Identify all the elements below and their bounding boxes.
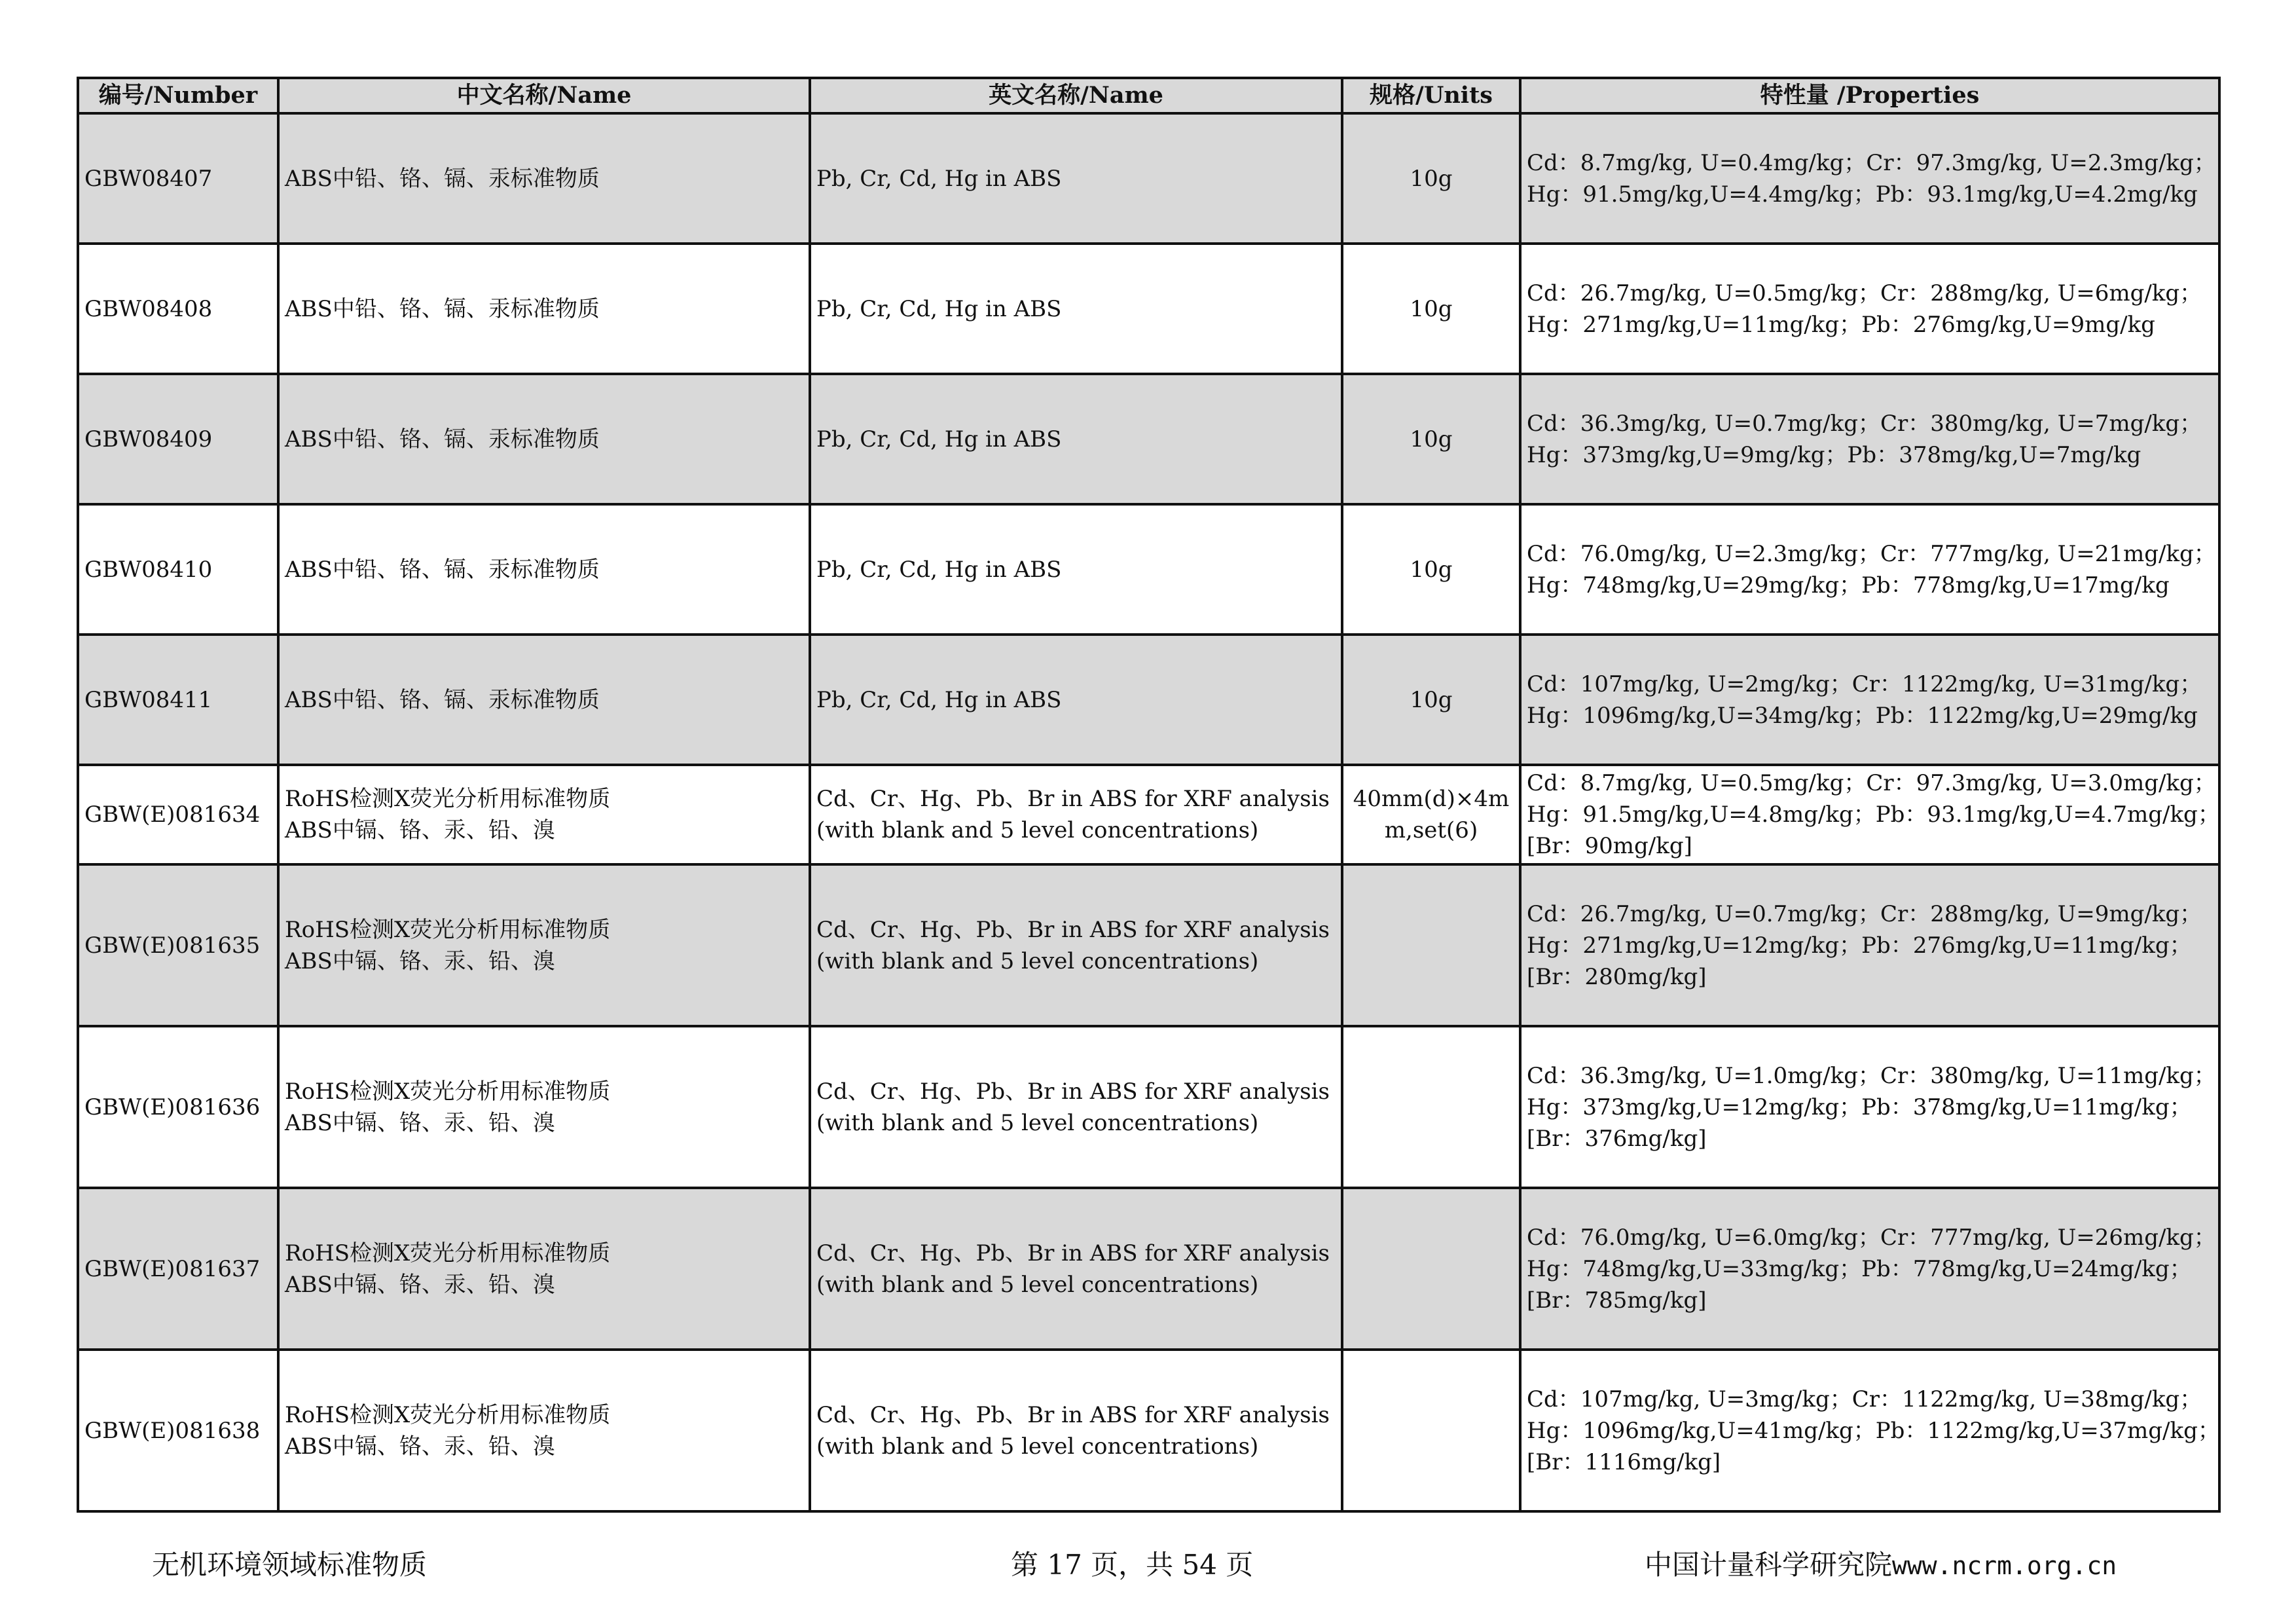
cell-cn-name-line: ABS中铅、铬、镉、汞标准物质 [285,165,600,192]
cell-number [78,244,278,374]
cell-cn-name-line: ABS中铅、铬、镉、汞标准物质 [285,295,600,322]
cell-en-name [810,374,1342,504]
cell-properties [1520,244,2219,374]
table-row [78,113,2219,244]
cell-en-name [810,1188,1342,1350]
cell-properties-line: [Br：785mg/kg] [1527,1287,1707,1314]
cell-cn-name-line: RoHS检测X荧光分析用标准物质 [285,1401,611,1428]
cell-cn-name-line: RoHS检测X荧光分析用标准物质 [285,1078,611,1105]
cell-properties-line: Hg：91.5mg/kg,U=4.4mg/kg；Pb：93.1mg/kg,U=4.2mg/kg [1527,181,2198,208]
cell-cn-name-line: ABS中镉、铬、汞、铅、溴 [285,948,555,974]
cell-cn-name-line: ABS中镉、铬、汞、铅、溴 [285,1109,555,1136]
footer-category: 无机环境领域标准物质 [152,1549,428,1581]
cell-units [1342,504,1520,635]
footer-org-name: 中国计量科学研究院 [1645,1549,1893,1581]
table-row [78,244,2219,374]
cell-properties-line: Cd：8.7mg/kg, U=0.4mg/kg；Cr：97.3mg/kg, U=2.3mg/kg； [1527,149,2216,176]
cell-properties-line: Hg：1096mg/kg,U=34mg/kg；Pb：1122mg/kg,U=29mg/kg [1527,702,2198,729]
header-units: 规格/Units [1342,78,1520,113]
header-en-name: 英文名称/Name [810,78,1342,113]
cell-number [78,504,278,635]
table-row [78,1026,2219,1188]
cell-en-name-line: Cd、Cr、Hg、Pb、Br in ABS for XRF analysis [816,786,1330,812]
cell-properties-line: Cd：76.0mg/kg, U=6.0mg/kg；Cr：777mg/kg, U=26mg/kg； [1527,1224,2216,1251]
cell-properties-line: Hg：271mg/kg,U=12mg/kg；Pb：276mg/kg,U=11mg/kg； [1527,932,2192,959]
cell-en-name-line: (with blank and 5 level concentrations) [816,1433,1259,1460]
cell-properties [1520,113,2219,244]
cell-units [1342,1026,1520,1188]
cell-properties-line: [Br：376mg/kg] [1527,1125,1707,1152]
cell-units-line: 10g [1410,426,1453,452]
cell-cn-name-line: RoHS检测X荧光分析用标准物质 [285,1240,611,1266]
cell-units [1342,113,1520,244]
cell-en-name [810,765,1342,864]
cell-number [78,1188,278,1350]
header-row [78,78,2219,113]
cell-properties-line: Hg：748mg/kg,U=33mg/kg；Pb：778mg/kg,U=24mg/kg； [1527,1255,2192,1282]
cell-properties-line: Cd：26.7mg/kg, U=0.5mg/kg；Cr：288mg/kg, U=6mg/kg； [1527,280,2202,306]
cell-cn-name-line: ABS中镉、铬、汞、铅、溴 [285,817,555,843]
cell-properties [1520,374,2219,504]
cell-number-line: GBW(E)081638 [84,1417,261,1444]
cell-units-line: 10g [1410,295,1453,322]
cell-en-name-line: Cd、Cr、Hg、Pb、Br in ABS for XRF analysis [816,1240,1330,1266]
cell-en-name-line: (with blank and 5 level concentrations) [816,1109,1259,1136]
cell-number [78,1026,278,1188]
cell-units-line: m,set(6) [1384,817,1478,843]
cell-number [78,1350,278,1511]
footer-url: www.ncrm.org.cn [1892,1551,2117,1580]
cell-units [1342,244,1520,374]
cell-en-name-line: Pb, Cr, Cd, Hg in ABS [816,165,1062,192]
cell-number-line: GBW(E)081635 [84,932,261,959]
cell-cn-name [278,765,810,864]
table-row [78,765,2219,864]
table-row [78,504,2219,635]
cell-properties-line: Cd：36.3mg/kg, U=1.0mg/kg；Cr：380mg/kg, U=11mg/kg； [1527,1062,2216,1089]
cell-cn-name [278,635,810,765]
cell-properties-line: Cd：76.0mg/kg, U=2.3mg/kg；Cr：777mg/kg, U=21mg/kg； [1527,540,2216,567]
cell-properties [1520,1026,2219,1188]
cell-units-line: 10g [1410,686,1453,713]
cell-properties-line: Cd：36.3mg/kg, U=0.7mg/kg；Cr：380mg/kg, U=7mg/kg； [1527,410,2202,437]
cell-properties-line: Hg：271mg/kg,U=11mg/kg；Pb：276mg/kg,U=9mg/kg [1527,311,2155,338]
footer-page-number: 第 17 页，共 54 页 [1011,1549,1254,1581]
cell-en-name-line: (with blank and 5 level concentrations) [816,1271,1259,1298]
cell-cn-name-line: RoHS检测X荧光分析用标准物质 [285,786,611,812]
cell-units-line: 40mm(d)×4m [1353,786,1510,812]
cell-cn-name-line: ABS中镉、铬、汞、铅、溴 [285,1433,555,1460]
cell-units [1342,1188,1520,1350]
cell-properties-line: Cd：107mg/kg, U=3mg/kg；Cr：1122mg/kg, U=38mg/kg； [1527,1386,2202,1412]
cell-cn-name [278,1026,810,1188]
cell-number-line: GBW08408 [84,295,213,322]
cell-properties [1520,1188,2219,1350]
header-number: 编号/Number [78,78,278,113]
cell-cn-name-line: RoHS检测X荧光分析用标准物质 [285,916,611,943]
cell-number-line: GBW(E)081636 [84,1094,261,1120]
cell-number-line: GBW(E)081637 [84,1255,261,1282]
cell-properties-line: Hg：1096mg/kg,U=41mg/kg；Pb：1122mg/kg,U=37mg/kg； [1527,1417,2220,1444]
cell-properties-line: Cd：26.7mg/kg, U=0.7mg/kg；Cr：288mg/kg, U=9mg/kg； [1527,900,2202,927]
cell-properties-line: Hg：748mg/kg,U=29mg/kg；Pb：778mg/kg,U=17mg/kg [1527,572,2170,599]
cell-en-name-line: Cd、Cr、Hg、Pb、Br in ABS for XRF analysis [816,1401,1330,1428]
cell-properties-line: Hg：373mg/kg,U=9mg/kg；Pb：378mg/kg,U=7mg/kg [1527,441,2141,468]
cell-en-name-line: Pb, Cr, Cd, Hg in ABS [816,295,1062,322]
cell-units-line: 10g [1410,165,1453,192]
cell-units [1342,635,1520,765]
cell-properties [1520,1350,2219,1511]
cell-number-line: GBW08410 [84,556,213,583]
cell-en-name [810,635,1342,765]
cell-properties-line: [Br：1116mg/kg] [1527,1449,1721,1475]
cell-properties-line: Hg：373mg/kg,U=12mg/kg；Pb：378mg/kg,U=11mg/kg； [1527,1094,2192,1120]
cell-units-line: 10g [1410,556,1453,583]
cell-en-name [810,244,1342,374]
cell-cn-name-line: ABS中铅、铬、镉、汞标准物质 [285,426,600,452]
cell-en-name [810,1026,1342,1188]
cell-properties [1520,504,2219,635]
cell-properties [1520,635,2219,765]
catalog-table [77,77,2221,1513]
cell-en-name-line: Cd、Cr、Hg、Pb、Br in ABS for XRF analysis [816,916,1330,943]
cell-cn-name [278,864,810,1026]
table-row [78,1188,2219,1350]
cell-number-line: GBW08411 [84,686,213,713]
cell-units [1342,765,1520,864]
cell-properties-line: [Br：280mg/kg] [1527,963,1707,990]
header-properties: 特性量 /Properties [1520,78,2219,113]
cell-properties-line: Cd：107mg/kg, U=2mg/kg；Cr：1122mg/kg, U=31mg/kg； [1527,671,2202,697]
cell-cn-name [278,374,810,504]
cell-properties-line: Cd：8.7mg/kg, U=0.5mg/kg；Cr：97.3mg/kg, U=3.0mg/kg； [1527,770,2216,796]
cell-number-line: GBW08407 [84,165,213,192]
cell-en-name-line: Pb, Cr, Cd, Hg in ABS [816,426,1062,452]
cell-units [1342,374,1520,504]
cell-cn-name [278,1188,810,1350]
table-row [78,1350,2219,1511]
cell-en-name-line: (with blank and 5 level concentrations) [816,817,1259,843]
cell-cn-name [278,1350,810,1511]
cell-properties [1520,765,2219,864]
cell-cn-name [278,113,810,244]
table-row [78,374,2219,504]
footer-organization [1645,1547,2117,1584]
cell-properties [1520,864,2219,1026]
cell-en-name-line: Pb, Cr, Cd, Hg in ABS [816,686,1062,713]
cell-cn-name [278,244,810,374]
cell-cn-name-line: ABS中铅、铬、镉、汞标准物质 [285,686,600,713]
cell-number [78,635,278,765]
cell-units [1342,864,1520,1026]
cell-en-name [810,504,1342,635]
cell-cn-name [278,504,810,635]
cell-en-name [810,113,1342,244]
cell-number-line: GBW08409 [84,426,213,452]
cell-properties-line: Hg：91.5mg/kg,U=4.8mg/kg；Pb：93.1mg/kg,U=4.7mg/kg； [1527,802,2220,828]
cell-number [78,765,278,864]
cell-properties-line: [Br：90mg/kg] [1527,833,1692,859]
table-row [78,635,2219,765]
cell-number [78,374,278,504]
cell-en-name [810,864,1342,1026]
cell-en-name-line: Pb, Cr, Cd, Hg in ABS [816,556,1062,583]
cell-en-name-line: (with blank and 5 level concentrations) [816,948,1259,974]
cell-units [1342,1350,1520,1511]
header-cn-name: 中文名称/Name [278,78,810,113]
cell-en-name [810,1350,1342,1511]
cell-number-line: GBW(E)081634 [84,802,261,828]
cell-number [78,864,278,1026]
cell-en-name-line: Cd、Cr、Hg、Pb、Br in ABS for XRF analysis [816,1078,1330,1105]
cell-cn-name-line: ABS中镉、铬、汞、铅、溴 [285,1271,555,1298]
cell-cn-name-line: ABS中铅、铬、镉、汞标准物质 [285,556,600,583]
cell-number [78,113,278,244]
table-row [78,864,2219,1026]
